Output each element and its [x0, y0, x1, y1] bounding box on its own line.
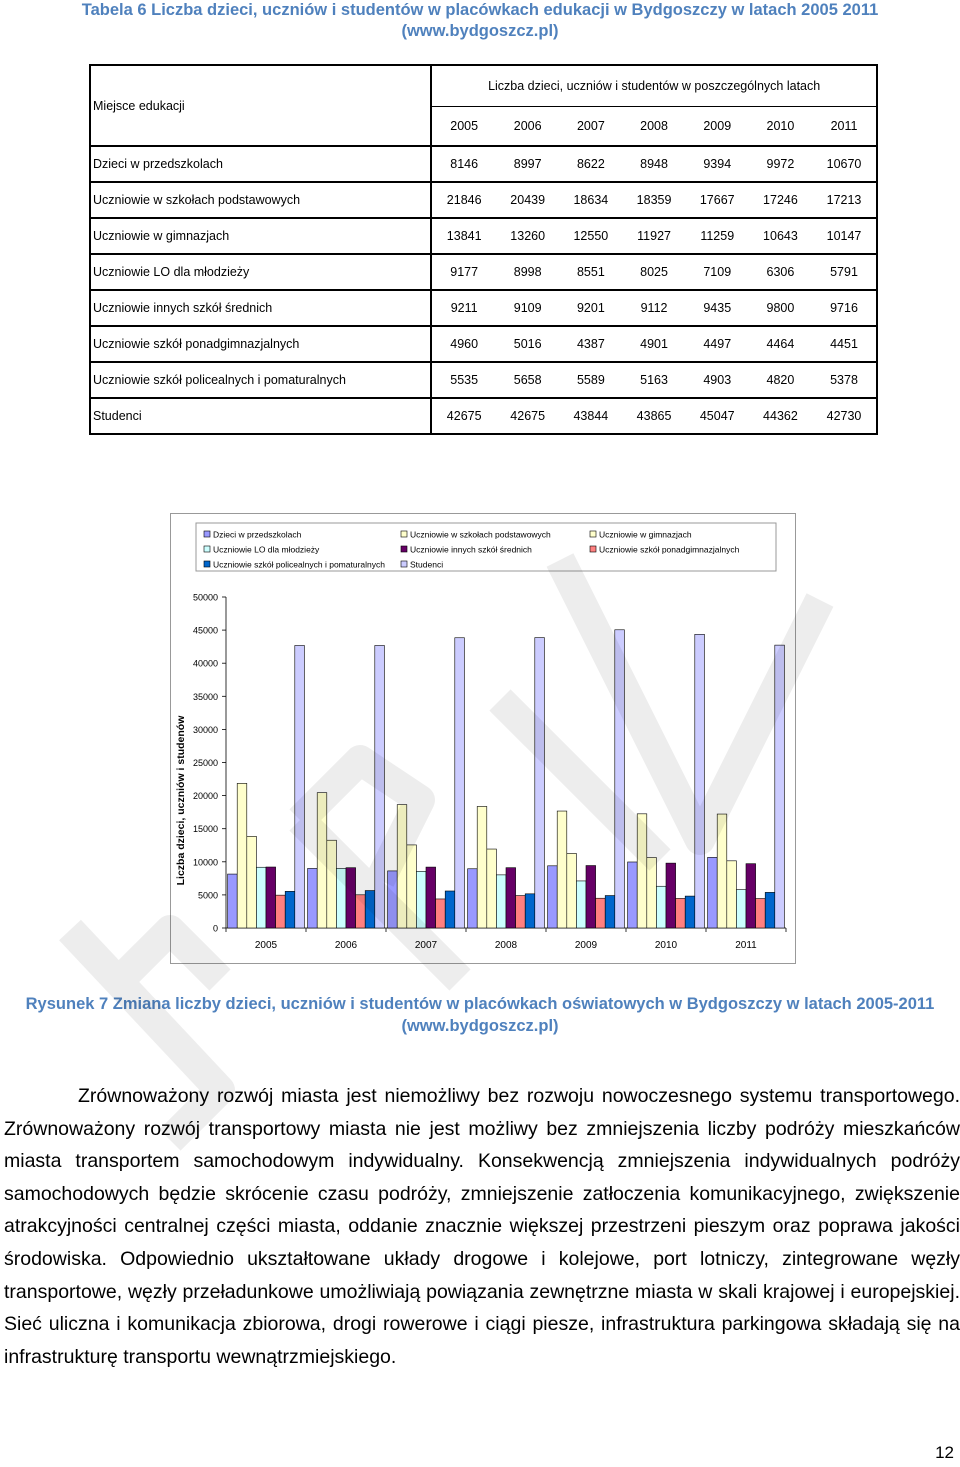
figure-caption-line2: (www.bydgoszcz.pl)	[401, 1017, 559, 1035]
table-row	[90, 398, 877, 434]
table-cell: 4903	[686, 362, 749, 398]
bar-uczniowie-lo-dla-m-odzie-y	[736, 890, 746, 928]
row-label: Uczniowie szkół ponadgimnazjalnych	[90, 326, 431, 362]
legend-label: Uczniowie szkół ponadgimnazjalnych	[599, 544, 740, 555]
data-table	[89, 64, 878, 435]
legend-label: Uczniowie w szkołach podstawowych	[410, 529, 551, 540]
table-cell: 6306	[749, 254, 812, 290]
bar-uczniowie-lo-dla-m-odzie-y	[256, 867, 266, 928]
legend-label: Studenci	[410, 559, 444, 570]
table-cell: 8948	[622, 146, 685, 182]
table-cell: 8622	[559, 146, 622, 182]
year-header: 2010	[749, 107, 812, 147]
table-row	[90, 326, 877, 362]
table-cell: 20439	[496, 182, 559, 218]
bar-uczniowie-w-gimnazjach	[487, 849, 497, 928]
legend-label: Uczniowie w gimnazjach	[599, 529, 692, 540]
table-cell: 4464	[749, 326, 812, 362]
bar-dzieci-w-przedszkolach	[308, 868, 318, 928]
legend-swatch	[590, 546, 596, 552]
legend-label: Uczniowie szkół policealnych i pomaturalnych	[213, 559, 385, 570]
table-cell: 5016	[496, 326, 559, 362]
bar-uczniowie-szk-ponadgimnazjalnych	[596, 898, 606, 928]
bar-studenci	[695, 634, 705, 928]
table-cell: 4820	[749, 362, 812, 398]
table-cell: 4497	[686, 326, 749, 362]
bar-uczniowie-innych-szk-rednich	[506, 868, 516, 928]
table-cell: 4960	[431, 326, 496, 362]
bar-uczniowie-lo-dla-m-odzie-y	[416, 871, 426, 928]
legend-label: Uczniowie LO dla młodzieży	[213, 544, 320, 555]
table-cell: 8025	[622, 254, 685, 290]
row-label: Uczniowie w gimnazjach	[90, 218, 431, 254]
table-cell: 43865	[622, 398, 685, 434]
bar-uczniowie-szk-ponadgimnazjalnych	[676, 898, 686, 928]
table-cell: 10643	[749, 218, 812, 254]
bar-uczniowie-innych-szk-rednich	[746, 864, 756, 928]
table-cell: 9394	[686, 146, 749, 182]
table-cell: 17213	[812, 182, 877, 218]
table-cell: 18359	[622, 182, 685, 218]
table-row	[90, 218, 877, 254]
table-cell: 17667	[686, 182, 749, 218]
table-body	[90, 146, 877, 434]
year-header: 2006	[496, 107, 559, 147]
bar-uczniowie-w-gimnazjach	[647, 858, 657, 928]
table-cell: 13260	[496, 218, 559, 254]
legend-label: Dzieci w przedszkolach	[213, 529, 302, 540]
bar-studenci	[295, 645, 305, 928]
bar-dzieci-w-przedszkolach	[228, 874, 238, 928]
x-tick-label: 2006	[334, 940, 358, 951]
table-cell: 42675	[496, 398, 559, 434]
bar-dzieci-w-przedszkolach	[388, 871, 398, 928]
table-caption	[0, 0, 960, 42]
bar-uczniowie-innych-szk-rednich	[586, 866, 596, 928]
legend-swatch	[590, 531, 596, 537]
bar-uczniowie-lo-dla-m-odzie-y	[656, 886, 666, 928]
bar-uczniowie-w-gimnazjach	[727, 861, 737, 928]
table-cell: 9112	[622, 290, 685, 326]
legend-swatch	[401, 561, 407, 567]
bar-uczniowie-szk-policealnych-i-pomaturalnych	[285, 891, 295, 928]
table-cell: 11927	[622, 218, 685, 254]
table-cell: 8146	[431, 146, 496, 182]
y-tick-label: 35000	[192, 691, 218, 702]
bar-uczniowie-szk-policealnych-i-pomaturalnych	[445, 891, 455, 928]
row-label: Uczniowie szkół policealnych i pomaturalnych	[90, 362, 431, 398]
year-header: 2011	[812, 107, 877, 147]
table-caption-line2: (www.bydgoszcz.pl)	[401, 22, 559, 40]
year-header: 2005	[431, 107, 496, 147]
bar-dzieci-w-przedszkolach	[628, 862, 638, 928]
bar-uczniowie-innych-szk-rednich	[666, 863, 676, 928]
x-tick-label: 2005	[254, 940, 278, 951]
table-cell: 9716	[812, 290, 877, 326]
bar-uczniowie-lo-dla-m-odzie-y	[496, 875, 506, 928]
year-header: 2009	[686, 107, 749, 147]
table-row	[90, 254, 877, 290]
x-tick-label: 2007	[414, 940, 438, 951]
table-cell: 9109	[496, 290, 559, 326]
bar-uczniowie-szk-ponadgimnazjalnych	[276, 895, 286, 928]
bar-uczniowie-szk-policealnych-i-pomaturalnych	[765, 892, 775, 928]
figure-caption-line1: Rysunek 7 Zmiana liczby dzieci, uczniów i studentów w placówkach oświatowych w Bydgoszczy w latach 2005-2011	[25, 995, 935, 1013]
legend-swatch	[204, 561, 210, 567]
table-cell: 4901	[622, 326, 685, 362]
bar-uczniowie-innych-szk-rednich	[346, 868, 356, 928]
bar-uczniowie-w-gimnazjach	[327, 840, 337, 928]
y-tick-label: 0	[212, 923, 218, 934]
table-cell: 8998	[496, 254, 559, 290]
table-cell: 9211	[431, 290, 496, 326]
table-cell: 5658	[496, 362, 559, 398]
page-number: 12	[935, 1443, 954, 1462]
year-header: 2008	[622, 107, 685, 147]
bar-uczniowie-szk-policealnych-i-pomaturalnych	[685, 896, 695, 928]
table-cell: 5378	[812, 362, 877, 398]
bar-uczniowie-w-szko-ach-podstawowych	[397, 805, 407, 928]
table-cell: 42730	[812, 398, 877, 434]
bar-uczniowie-w-gimnazjach	[407, 845, 417, 928]
y-tick-label: 5000	[197, 890, 218, 901]
table-cell: 4451	[812, 326, 877, 362]
table-cell: 17246	[749, 182, 812, 218]
row-label: Studenci	[90, 398, 431, 434]
bar-studenci	[535, 638, 545, 928]
table-cell: 43844	[559, 398, 622, 434]
table-row	[90, 290, 877, 326]
x-tick-label: 2008	[494, 940, 518, 951]
table-cell: 10147	[812, 218, 877, 254]
bar-uczniowie-szk-ponadgimnazjalnych	[516, 896, 526, 928]
table-cell: 5589	[559, 362, 622, 398]
bar-uczniowie-szk-policealnych-i-pomaturalnych	[365, 891, 375, 928]
bar-uczniowie-w-szko-ach-podstawowych	[637, 814, 647, 928]
row-label: Dzieci w przedszkolach	[90, 146, 431, 182]
figure-caption	[0, 993, 960, 1037]
bar-chart	[170, 513, 796, 964]
y-axis-label: Liczba dzieci, uczniów i studenów	[175, 715, 187, 886]
place-header: Miejsce edukacji	[90, 65, 431, 146]
table-cell: 7109	[686, 254, 749, 290]
row-label: Uczniowie LO dla młodzieży	[90, 254, 431, 290]
table-cell: 5163	[622, 362, 685, 398]
table-cell: 44362	[749, 398, 812, 434]
row-label: Uczniowie innych szkół średnich	[90, 290, 431, 326]
x-tick-label: 2010	[654, 940, 678, 951]
y-tick-label: 20000	[192, 791, 218, 802]
bar-uczniowie-w-gimnazjach	[247, 836, 257, 928]
legend-label: Uczniowie innych szkół średnich	[410, 544, 532, 555]
y-tick-label: 15000	[192, 824, 218, 835]
y-tick-label: 50000	[192, 592, 218, 603]
y-tick-label: 45000	[192, 625, 218, 636]
y-tick-label: 25000	[192, 758, 218, 768]
table-cell: 9800	[749, 290, 812, 326]
table-cell: 12550	[559, 218, 622, 254]
table-row	[90, 146, 877, 182]
table-row	[90, 362, 877, 398]
bar-uczniowie-lo-dla-m-odzie-y	[336, 868, 346, 928]
bar-uczniowie-szk-policealnych-i-pomaturalnych	[605, 896, 615, 928]
table-cell: 9435	[686, 290, 749, 326]
bar-uczniowie-innych-szk-rednich	[426, 867, 436, 928]
legend-swatch	[401, 531, 407, 537]
table-row	[90, 182, 877, 218]
bar-studenci	[375, 645, 385, 928]
bar-uczniowie-innych-szk-rednich	[266, 867, 276, 928]
bar-uczniowie-w-szko-ach-podstawowych	[237, 783, 247, 928]
bar-uczniowie-w-szko-ach-podstawowych	[717, 814, 727, 928]
body-paragraph-container	[4, 1080, 960, 1373]
table-cell: 11259	[686, 218, 749, 254]
body-paragraph: Zrównoważony rozwój miasta jest niemożliwy bez rozwoju nowoczesnego systemu transportowego. Zrównoważony rozwój transportowy miasta nie jest możliwy bez zmniejszenia liczby podróży mieszkańców miasta transportem samochodowym indywidualny. Konsekwencją zmniejszenia indywidualnych podróży samochodowych będzie skrócenie czasu podróży, zmniejszenie zatłoczenia komunikacyjnego, zwiększenie atrakcyjności centralnej części miasta, oddanie znacznie większej przestrzeni pieszym oraz poprawa jakości środowiska. Odpowiednio ukształtowane układy drogowe i kolejowe, port lotniczy, zintegrowane węzły transportowe, węzły przeładunkowe umożliwiają powiązania zewnętrzne miasta w skali krajowej i europejskiej. Sieć uliczna i komunikacja zbiorowa, drogi rowerowe i ciągi piesze, infrastruktura parkingowa składają się na infrastrukturę transportu wewnątrzmiejskiego.	[4, 1085, 960, 1368]
bar-uczniowie-w-gimnazjach	[567, 853, 577, 928]
legend-swatch	[401, 546, 407, 552]
bar-uczniowie-lo-dla-m-odzie-y	[576, 881, 586, 928]
bar-dzieci-w-przedszkolach	[548, 866, 558, 928]
table-cell: 9972	[749, 146, 812, 182]
bar-studenci	[775, 645, 785, 928]
table-cell: 9201	[559, 290, 622, 326]
y-tick-label: 30000	[192, 724, 218, 735]
table-cell: 9177	[431, 254, 496, 290]
bar-studenci	[615, 630, 625, 928]
table-cell: 21846	[431, 182, 496, 218]
bar-uczniowie-szk-ponadgimnazjalnych	[756, 899, 766, 928]
bar-uczniowie-w-szko-ach-podstawowych	[477, 806, 487, 928]
y-tick-label: 10000	[192, 857, 218, 868]
bar-uczniowie-szk-ponadgimnazjalnych	[356, 895, 366, 928]
count-header: Liczba dzieci, uczniów i studentów w poszczególnych latach	[431, 65, 877, 107]
bar-uczniowie-w-szko-ach-podstawowych	[317, 793, 327, 928]
table-cell: 5791	[812, 254, 877, 290]
table-cell: 5535	[431, 362, 496, 398]
bar-studenci	[455, 638, 465, 928]
row-label: Uczniowie w szkołach podstawowych	[90, 182, 431, 218]
bar-uczniowie-w-szko-ach-podstawowych	[557, 811, 567, 928]
year-header: 2007	[559, 107, 622, 147]
table-cell: 18634	[559, 182, 622, 218]
bar-uczniowie-szk-policealnych-i-pomaturalnych	[525, 894, 535, 928]
table-caption-line1: Tabela 6 Liczba dzieci, uczniów i studentów w placówkach edukacji w Bydgoszczy w latach 2005 2011	[81, 1, 879, 19]
table-cell: 8997	[496, 146, 559, 182]
x-tick-label: 2009	[574, 940, 598, 951]
bar-dzieci-w-przedszkolach	[468, 869, 478, 928]
table-cell: 45047	[686, 398, 749, 434]
x-tick-label: 2011	[735, 940, 757, 951]
bar-uczniowie-szk-ponadgimnazjalnych	[436, 899, 446, 928]
table-cell: 13841	[431, 218, 496, 254]
table-cell: 8551	[559, 254, 622, 290]
table-cell: 42675	[431, 398, 496, 434]
legend-swatch	[204, 531, 210, 537]
bar-dzieci-w-przedszkolach	[708, 857, 718, 928]
table-cell: 4387	[559, 326, 622, 362]
table-cell: 10670	[812, 146, 877, 182]
legend-swatch	[204, 546, 210, 552]
y-tick-label: 40000	[192, 658, 218, 669]
